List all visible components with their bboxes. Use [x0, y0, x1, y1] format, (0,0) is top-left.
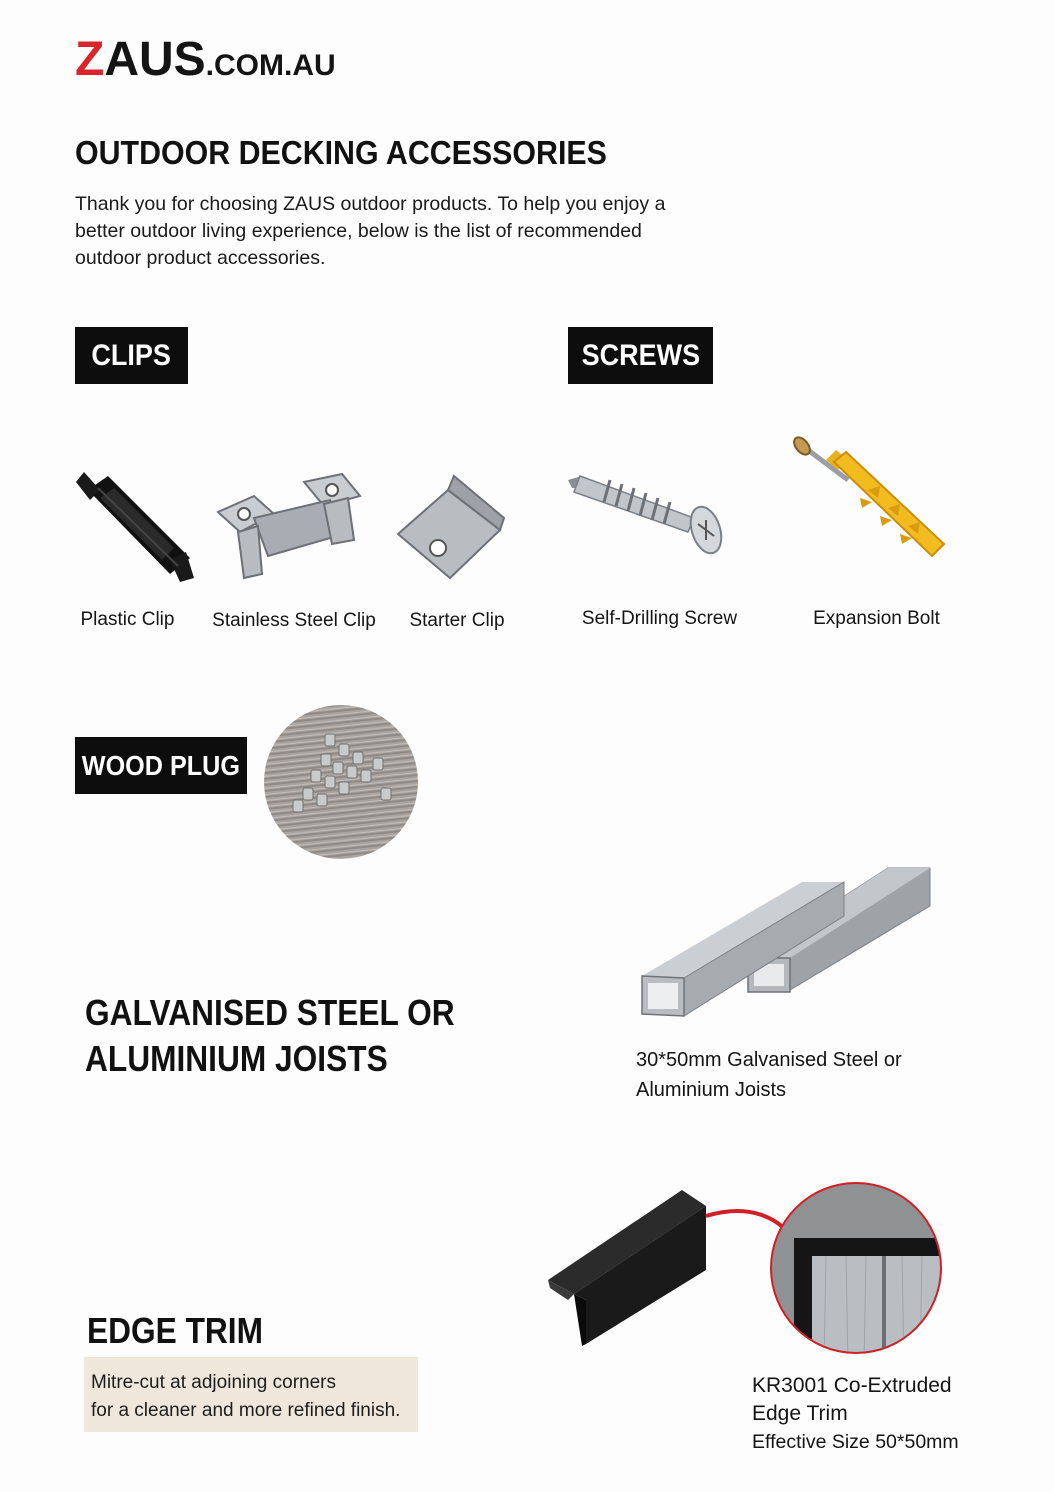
- joists-caption-line-1: 30*50mm Galvanised Steel or: [636, 1049, 902, 1071]
- screws-tag: [568, 327, 713, 384]
- page-title: OUTDOOR DECKING ACCESSORIES: [75, 134, 607, 171]
- edge-trim-illustration: [546, 1176, 946, 1362]
- wood-plug-tag-label: WOOD PLUG: [81, 749, 241, 781]
- edge-trim-caption: [752, 1372, 959, 1456]
- logo-aus: AUS: [104, 33, 206, 86]
- clips-tag-label: CLIPS: [91, 338, 172, 372]
- edge-trim-caption-line-3: Effective Size 50*50mm: [752, 1431, 959, 1453]
- joists-caption: [636, 1045, 902, 1105]
- wood-plug-photo: [263, 704, 419, 860]
- edge-trim-caption-line-1: KR3001 Co-Extruded: [752, 1374, 952, 1397]
- expansion-bolt-icon: [788, 432, 950, 562]
- logo-domain: .COM.AU: [205, 49, 336, 82]
- stainless-steel-clip-label: Stainless Steel Clip: [212, 610, 376, 631]
- intro-line-3: outdoor product accessories.: [75, 247, 326, 269]
- stainless-steel-clip-icon: [214, 474, 366, 584]
- self-drilling-screw-label: Self-Drilling Screw: [581, 608, 738, 629]
- joists-heading-line-1: GALVANISED STEEL OR: [85, 992, 455, 1033]
- starter-clip-label: Starter Clip: [409, 610, 505, 631]
- expansion-bolt-label: Expansion Bolt: [813, 608, 940, 629]
- clips-tag: [75, 327, 188, 384]
- edge-trim-note-line-2: for a cleaner and more refined finish.: [91, 1400, 401, 1421]
- joists-heading-line-2: ALUMINIUM JOISTS: [85, 1038, 388, 1079]
- wood-plug-tag: [75, 737, 247, 794]
- joists-heading: [85, 990, 455, 1082]
- joists-icon: [640, 866, 932, 1020]
- plastic-clip-icon: [70, 468, 195, 588]
- edge-trim-note: [84, 1357, 418, 1432]
- edge-trim-caption-line-2: Edge Trim: [752, 1402, 848, 1425]
- edge-trim-note-line-1: Mitre-cut at adjoining corners: [91, 1372, 336, 1393]
- intro-line-1: Thank you for choosing ZAUS outdoor products. To help you enjoy a: [75, 193, 666, 215]
- joists-caption-line-2: Aluminium Joists: [636, 1079, 787, 1101]
- edge-trim-heading: EDGE TRIM: [87, 1310, 264, 1351]
- screws-tag-label: SCREWS: [581, 338, 700, 372]
- self-drilling-screw-icon: [566, 466, 726, 558]
- brand-logo: [75, 33, 336, 86]
- intro-text: [75, 191, 755, 272]
- logo-z: Z: [75, 33, 105, 86]
- starter-clip-icon: [396, 474, 508, 586]
- intro-line-2: better outdoor living experience, below is the list of recommended: [75, 220, 642, 242]
- plastic-clip-label: Plastic Clip: [80, 609, 175, 630]
